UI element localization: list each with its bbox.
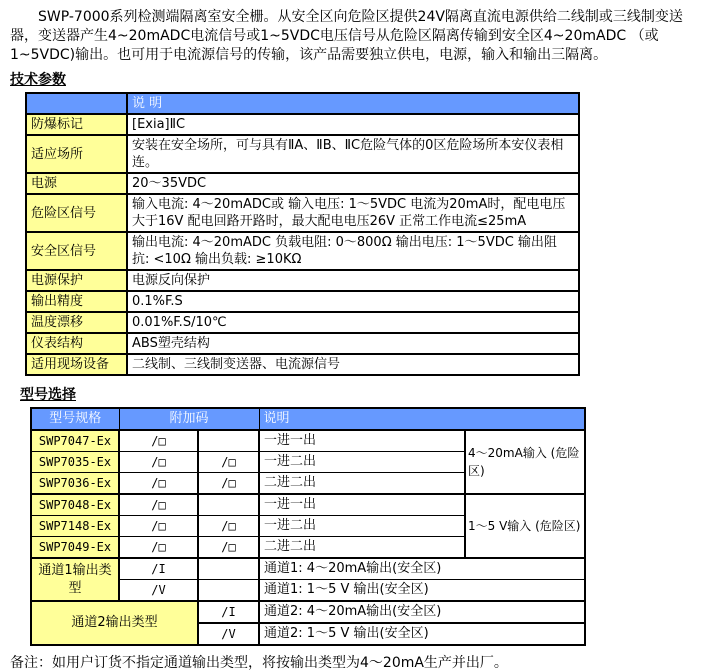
param-label: 安全区信号 [26, 232, 127, 270]
model-code: SWP7049-Ex [31, 537, 119, 559]
channel2-code: /I [198, 601, 259, 623]
model-selection-heading: 型号选择 [20, 387, 76, 403]
model-code: SWP7148-Ex [31, 516, 119, 537]
group-note-current-input: 4～20mA输入 (危险区) [465, 430, 585, 494]
model-row [31, 494, 585, 516]
param-value: 0.1%F.S [127, 291, 579, 312]
channel2-row [31, 601, 585, 623]
param-value: 二线制、三线制变送器、电流源信号 [127, 354, 579, 375]
table-row [26, 232, 579, 270]
tech-params-header-blank [26, 93, 127, 114]
param-value: 0.01%F.S/10℃ [127, 312, 579, 333]
table-row [26, 354, 579, 375]
table-row [26, 270, 579, 291]
model-desc: 二进二出 [259, 473, 465, 495]
addon-code-1: /□ [119, 516, 198, 537]
tech-params-header-row [26, 93, 579, 114]
param-value: 安装在安全场所，可与具有ⅡA、ⅡB、ⅡC危险气体的0区危险场所本安仪表相连。 [127, 135, 579, 173]
model-code: SWP7036-Ex [31, 473, 119, 495]
tech-params-table [25, 92, 580, 376]
param-value: 输出电流: 4～20mADC 负载电阻: 0～800Ω 输出电压: 1～5VDC 输出阻抗: <10Ω 输出负载: ≥10KΩ [127, 232, 579, 270]
addon-code-1: /□ [119, 537, 198, 559]
model-selection-table [30, 407, 586, 646]
channel1-desc: 通道1: 4～20mA输出(安全区) [259, 558, 585, 580]
model-header-model: 型号规格 [31, 408, 119, 430]
channel2-desc: 通道2: 4～20mA输出(安全区) [259, 601, 585, 623]
addon-code-2: /□ [198, 537, 259, 559]
tech-params-heading: 技术参数 [10, 72, 66, 88]
addon-code-2 [198, 494, 259, 516]
addon-code-2: /□ [198, 473, 259, 495]
addon-code-1: /□ [119, 430, 198, 452]
param-value: 20～35VDC [127, 173, 579, 194]
model-code: SWP7047-Ex [31, 430, 119, 452]
channel1-label: 通道1输出类型 [31, 558, 119, 601]
param-label: 电源 [26, 173, 127, 194]
model-code: SWP7048-Ex [31, 494, 119, 516]
model-desc: 二进二出 [259, 537, 465, 559]
param-value: [Exia]ⅡC [127, 114, 579, 135]
param-value: 输入电流: 4～20mADC或 输入电压: 1～5VDC 电流为20mA时，配电电压大于16V 配电回路开路时，最大配电电压26V 正常工作电流≤25mA [127, 194, 579, 232]
tech-params-header-desc: 说 明 [127, 93, 579, 114]
param-label: 仪表结构 [26, 333, 127, 354]
addon-code-1: /□ [119, 494, 198, 516]
channel2-code: /V [198, 623, 259, 645]
model-selection-header-row [31, 408, 585, 430]
table-row [26, 333, 579, 354]
channel1-code: /V [119, 580, 198, 602]
channel1-row [31, 558, 585, 580]
group-note-voltage-input: 1～5 V输入 (危险区) [465, 494, 585, 558]
param-label: 适用现场设备 [26, 354, 127, 375]
model-desc: 一进二出 [259, 452, 465, 473]
addon-code-1: /□ [119, 473, 198, 495]
table-row [26, 291, 579, 312]
param-label: 适应场所 [26, 135, 127, 173]
param-value: ABS塑壳结构 [127, 333, 579, 354]
model-desc: 一进一出 [259, 430, 465, 452]
addon-code-2 [198, 430, 259, 452]
addon-code-2: /□ [198, 516, 259, 537]
intro-paragraph: SWP-7000系列检测端隔离室安全栅。从安全区向危险区提供24V隔离直流电源供给二线制或三线制变送器，变送器产生4~20mADC电流信号或1~5VDC电压信号从危险区隔离传输到安全区4~20mADC （或1~5VDC)输出。也可用于电流源信号的传输，该产品需要独立供电，电源，输入和输出三隔离。 [10, 9, 683, 63]
model-code: SWP7035-Ex [31, 452, 119, 473]
channel1-code-blank [198, 580, 259, 602]
table-row [26, 312, 579, 333]
addon-code-2: /□ [198, 452, 259, 473]
model-desc: 一进一出 [259, 494, 465, 516]
param-label: 电源保护 [26, 270, 127, 291]
channel1-desc: 通道1: 1～5 V 输出(安全区) [259, 580, 585, 602]
model-header-desc: 说明 [259, 408, 585, 430]
param-value: 电源反向保护 [127, 270, 579, 291]
param-label: 温度漂移 [26, 312, 127, 333]
addon-code-1: /□ [119, 452, 198, 473]
model-header-addon: 附加码 [119, 408, 259, 430]
table-row [26, 114, 579, 135]
table-row [26, 135, 579, 173]
channel2-label: 通道2输出类型 [31, 601, 198, 645]
channel1-code: /I [119, 558, 198, 580]
param-label: 输出精度 [26, 291, 127, 312]
param-label: 防爆标记 [26, 114, 127, 135]
table-row [26, 194, 579, 232]
channel2-desc: 通道2: 1～5 V 输出(安全区) [259, 623, 585, 645]
table-row [26, 173, 579, 194]
param-label: 危险区信号 [26, 194, 127, 232]
model-desc: 一进二出 [259, 516, 465, 537]
channel1-code-blank [198, 558, 259, 580]
footnote: 备注：如用户订货不指定通道输出类型，将按输出类型为4～20mA生产并出厂。 [10, 655, 508, 671]
model-row [31, 430, 585, 452]
